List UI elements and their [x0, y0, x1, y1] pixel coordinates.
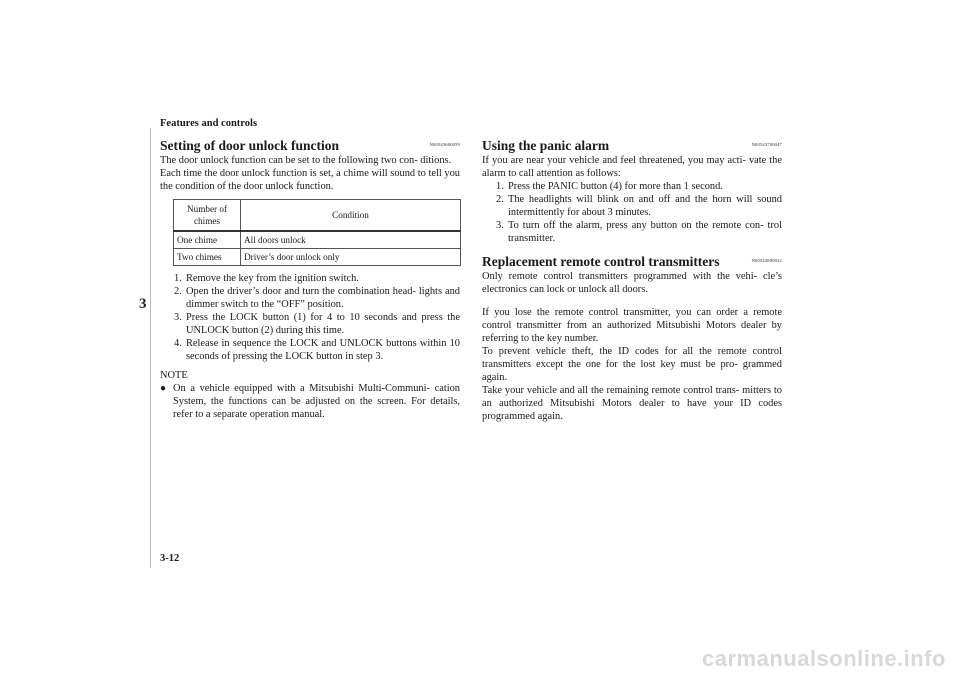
step-list: [160, 272, 460, 363]
right-column: [482, 137, 782, 423]
table-header-chimes: Number of chimes: [174, 200, 241, 232]
note-item: ● On a vehicle equipped with a Mitsubishi Multi-Communi- cation System, the functions can be adjusted on the screen. For details, refer to a separate operation manual.: [160, 383, 460, 420]
table-header-condition: Condition: [241, 200, 461, 232]
list-item: 3. To turn off the alarm, press any button on the remote con- trol transmitter.: [496, 220, 782, 244]
page-number: 3-12: [160, 553, 180, 564]
list-item: 2. The headlights will blink on and off and the horn will sound intermittently for about 3 minutes.: [496, 194, 782, 218]
table-row: [174, 231, 461, 249]
watermark: carmanualsonline.info: [702, 646, 946, 671]
table-cell: All doors unlock: [241, 231, 461, 249]
paragraph: Take your vehicle and all the remaining remote control trans- mitters to an authorized Mitsubishi Motors dealer to have your ID codes programmed again.: [482, 385, 782, 422]
paragraph: Only remote control transmitters programmed with the vehi- cle’s electronics can lock or unlock all doors.: [482, 271, 782, 295]
chapter-tab-bar: [128, 128, 151, 568]
running-header: Features and controls: [160, 118, 258, 129]
list-item: 2. Open the driver’s door and turn the combination head- lights and dimmer switch to the “OFF” position.: [174, 286, 460, 310]
section-title-panic-alarm: Using the panic alarm N00543700047: [482, 138, 782, 153]
chapter-number: 3: [139, 296, 147, 312]
table-row: [174, 249, 461, 266]
paragraph: If you are near your vehicle and feel threatened, you may acti- vate the alarm to call attention as follows:: [482, 155, 782, 179]
table-cell: Two chimes: [174, 249, 241, 266]
section-code: N00543800022: [751, 258, 782, 263]
list-item: 1. Remove the key from the ignition switch.: [174, 273, 359, 284]
section-code: N00543700047: [751, 142, 782, 147]
list-item: 4. Release in sequence the LOCK and UNLOCK buttons within 10 seconds of pressing the LOCK button in step 3.: [174, 338, 460, 362]
paragraph: If you lose the remote control transmitter, you can order a remote control transmitter from an authorized Mitsubishi Motors dealer by referring to the key number.: [482, 307, 782, 344]
paragraph: Each time the door unlock function is set, a chime will sound to tell you the condition of the door unlock function.: [160, 168, 460, 192]
bullet-icon: ●: [160, 383, 167, 394]
table-cell: Driver’s door unlock only: [241, 249, 461, 266]
paragraph: To prevent vehicle theft, the ID codes for all the remote control transmitters except the one for the lost key must be pro- grammed again.: [482, 346, 782, 383]
section-code: N00543600059: [429, 142, 460, 147]
chime-condition-table: [173, 199, 461, 266]
list-item: 3. Press the LOCK button (1) for 4 to 10 seconds and press the UNLOCK button (2) during this time.: [174, 312, 460, 336]
paragraph: The door unlock function can be set to the following two con- ditions.: [160, 155, 452, 166]
left-column: [160, 137, 460, 421]
table-cell: One chime: [174, 231, 241, 249]
note-label: NOTE: [160, 370, 188, 381]
section-title-door-unlock: Setting of door unlock function N00543600059: [160, 138, 460, 153]
step-list: [482, 180, 782, 245]
list-item: 1. Press the PANIC button (4) for more than 1 second.: [496, 181, 723, 192]
section-title-replacement: Replacement remote control transmitters N00543800022: [482, 254, 782, 269]
